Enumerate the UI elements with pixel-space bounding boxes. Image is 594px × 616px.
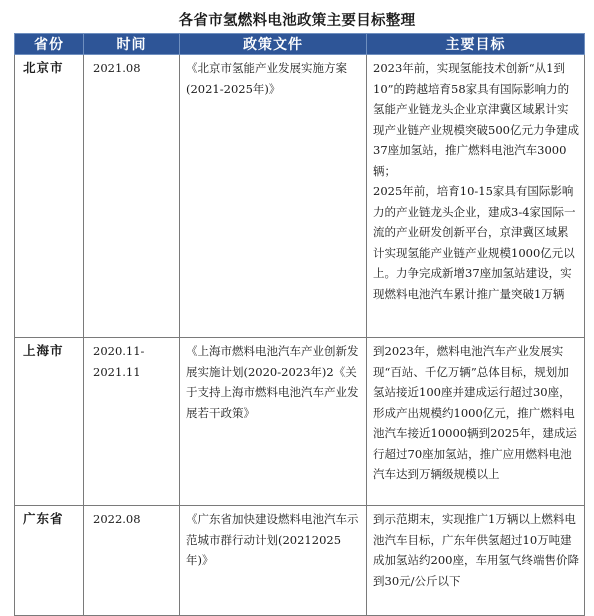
province-cell: 上海市 (15, 338, 84, 506)
date-cell: 2022.08 (84, 506, 180, 616)
page-title: 各省市氢燃料电池政策主要目标整理 (178, 13, 416, 29)
header-province: 省份 (15, 34, 84, 55)
policy-cell: 《北京市氢能产业发展实施方案(2021-2025年)》 (180, 55, 367, 338)
goal-text: 2023年前，实现氢能技术创新“从1到10”的跨越培育58家具有国际影响力的氢能产业链龙头企业京津冀区域累计实现产业链产业规模突破500亿元力争建成37座加氢站，推广燃料电池汽车3000辆； (373, 61, 579, 178)
goals-cell (367, 506, 585, 616)
date-cell: 2021.08 (84, 55, 180, 338)
table-row (15, 506, 585, 616)
goals-cell (367, 55, 585, 338)
header-policy: 政策文件 (180, 34, 367, 55)
goal-text: 到示范期末，实现推广1万辆以上燃料电池汽车目标，广东年供氢超过10万吨建成加氢站约200座，车用氢气终端售价降到30元/公斤以下 (373, 512, 579, 588)
policy-cell: 《广东省加快建设燃料电池汽车示范城市群行动计划(20212025年)》 (180, 506, 367, 616)
policy-cell: 《上海市燃料电池汽车产业创新发展实施计划(2020-2023年)2《关于支持上海市燃料电池汽车产业发展若干政策》 (180, 338, 367, 506)
header-goals: 主要目标 (367, 34, 585, 55)
date-cell: 2020.11-2021.11 (84, 338, 180, 506)
table-row (15, 55, 585, 338)
policy-table (14, 33, 585, 616)
goal-text: 2025年前，培育10-15家具有国际影响力的产业链龙头企业，建成3-4家国际一流的产业研发创新平台，京津冀区域累计实现氢能产业链产业规模1000亿元以上。力争完成新增37座加氢站建设，实现燃料电池汽车累计推广量突破1万辆 (373, 184, 576, 301)
table-row (15, 338, 585, 506)
table-header-row (15, 34, 585, 55)
province-cell: 北京市 (15, 55, 84, 338)
header-date: 时间 (84, 34, 180, 55)
goals-cell (367, 338, 585, 506)
goal-text: 到2023年，燃料电池汽车产业发展实现“百站、千亿万辆”总体目标，规划加氢站接近100座并建成运行超过30座，形成产出规模约1000亿元，推广燃料电池汽车接近10000辆到2025年，建成运行超过70座加氢站，推广应用燃料电池汽车达到万辆级规模以上 (373, 344, 577, 481)
province-cell: 广东省 (15, 506, 84, 616)
